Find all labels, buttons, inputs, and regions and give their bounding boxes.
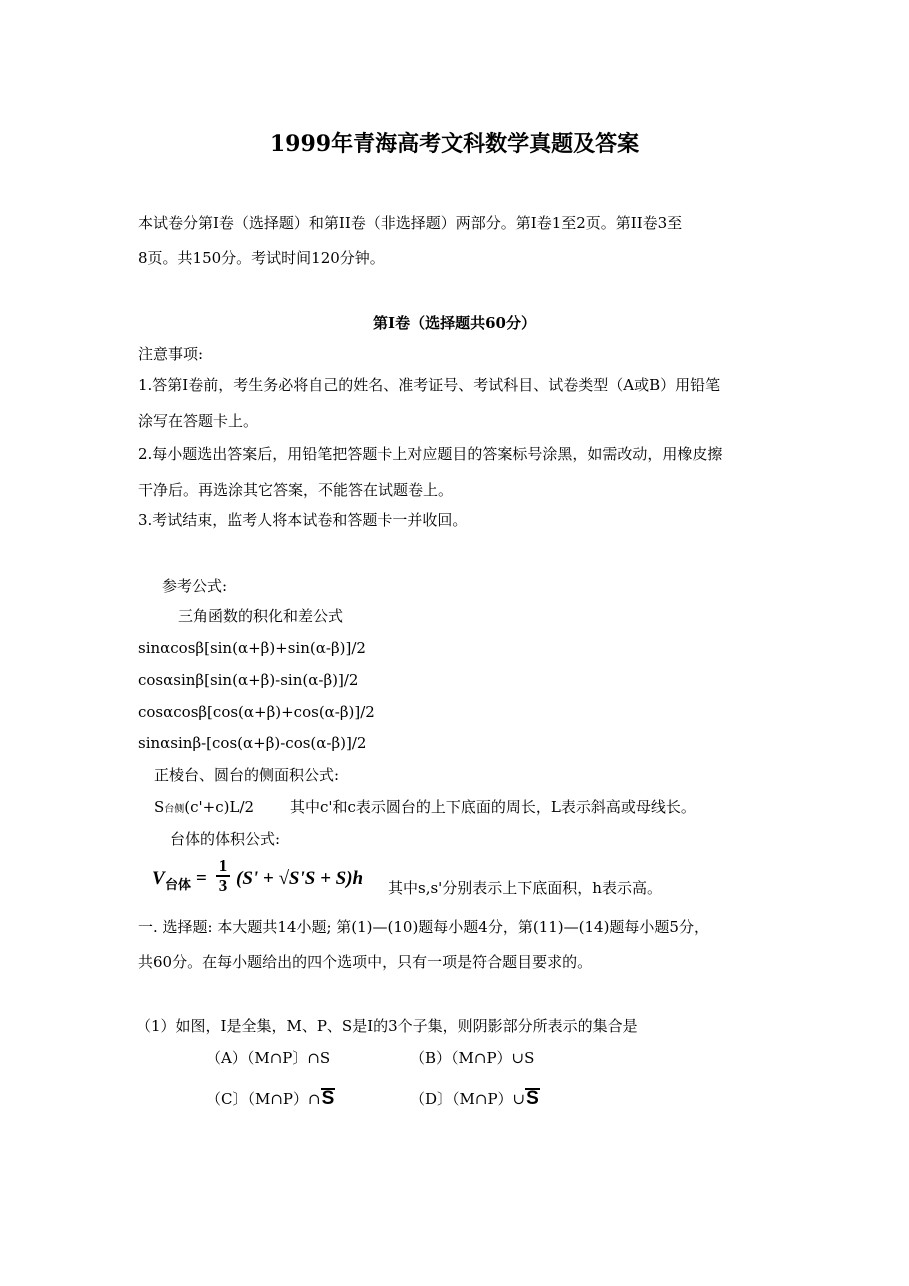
intro-line-1: 本试卷分第Ⅰ卷（选择题）和第II卷（非选择题）两部分。第Ⅰ卷1至2页。第II卷3至 [138, 214, 683, 232]
trig-formula-2: cosαsinβ[sin(α+β)-sin(α-β)]/2 [138, 671, 359, 689]
volume-fraction [216, 857, 230, 895]
volume-note: 其中s,s'分别表示上下底面积，h表示高。 [388, 879, 662, 897]
question1-stem: （1）如图，I是全集，M、P、S是I的3个子集，则阴影部分所表示的集合是 [136, 1017, 638, 1035]
volume-V: V [152, 868, 165, 889]
volume-denominator: 3 [218, 876, 228, 895]
trig-heading: 三角函数的积化和差公式 [178, 607, 344, 625]
trig-formula-4: sinαsinβ-[cos(α+β)-cos(α-β)]/2 [138, 734, 367, 752]
volume-equals: = [196, 868, 207, 889]
note-2-line-1: 2.每小题选出答案后，用铅笔把答题卡上对应题目的答案标号涂黑，如需改动，用橡皮擦 [138, 445, 723, 463]
reference-heading: 参考公式: [162, 577, 228, 595]
lateral-formula [154, 797, 254, 820]
option-c-complement: S [321, 1088, 335, 1109]
option-d [410, 1088, 540, 1109]
section1-line-1: 一. 选择题: 本大题共14小题; 第(1)—(10)题每小题4分，第(11)—(14)题每小题5分， [138, 918, 709, 936]
note-1-line-1: 1.答第Ⅰ卷前，考生务必将自己的姓名、准考证号、考试科目、试卷类型（A或B）用铅笔 [138, 376, 721, 394]
volume-numerator: 1 [216, 857, 230, 877]
lateral-heading: 正棱台、圆台的侧面积公式: [154, 766, 340, 784]
volume-formula [152, 856, 388, 900]
option-a: （A）（M∩P〕∩S [206, 1049, 331, 1067]
option-d-complement: S [526, 1088, 539, 1109]
section1-line-2: 共60分。在每小题给出的四个选项中，只有一项是符合题目要求的。 [138, 953, 593, 971]
lateral-S: S [154, 798, 165, 816]
note-3: 3.考试结束，监考人将本试卷和答题卡一并收回。 [138, 511, 468, 529]
intro-line-2: 8页。共150分。考试时间120分钟。 [138, 249, 385, 267]
volume-heading: 台体的体积公式: [170, 830, 281, 848]
lateral-expression: (c'+c)L/2 [184, 798, 255, 816]
option-b: （B）（M∩P）∪S [410, 1049, 535, 1067]
option-c [206, 1088, 335, 1109]
option-d-text: （D〕（M∩P）∪ [410, 1090, 526, 1108]
page-title: 1999年青海高考文科数学真题及答案 [269, 131, 640, 157]
note-1-line-2: 涂写在答题卡上。 [138, 412, 259, 430]
trig-formula-3: cosαcosβ[cos(α+β)+cos(α-β)]/2 [138, 703, 375, 721]
note-2-line-2: 干净后。再选涂其它答案，不能答在试题卷上。 [138, 481, 454, 499]
option-c-text: （C〕（M∩P）∩ [206, 1090, 321, 1108]
trig-formula-1: sinαcosβ[sin(α+β)+sin(α-β)]/2 [138, 639, 366, 657]
volume-expression: (S' + √S'S + S)h [236, 868, 364, 889]
part1-heading: 第Ⅰ卷（选择题共60分） [373, 314, 536, 332]
lateral-subscript: 台侧 [164, 804, 185, 815]
notes-heading: 注意事项: [138, 345, 204, 363]
lateral-note: 其中c'和c表示圆台的上下底面的周长，L表示斜高或母线长。 [290, 798, 696, 816]
volume-subscript: 台体 [165, 877, 192, 892]
